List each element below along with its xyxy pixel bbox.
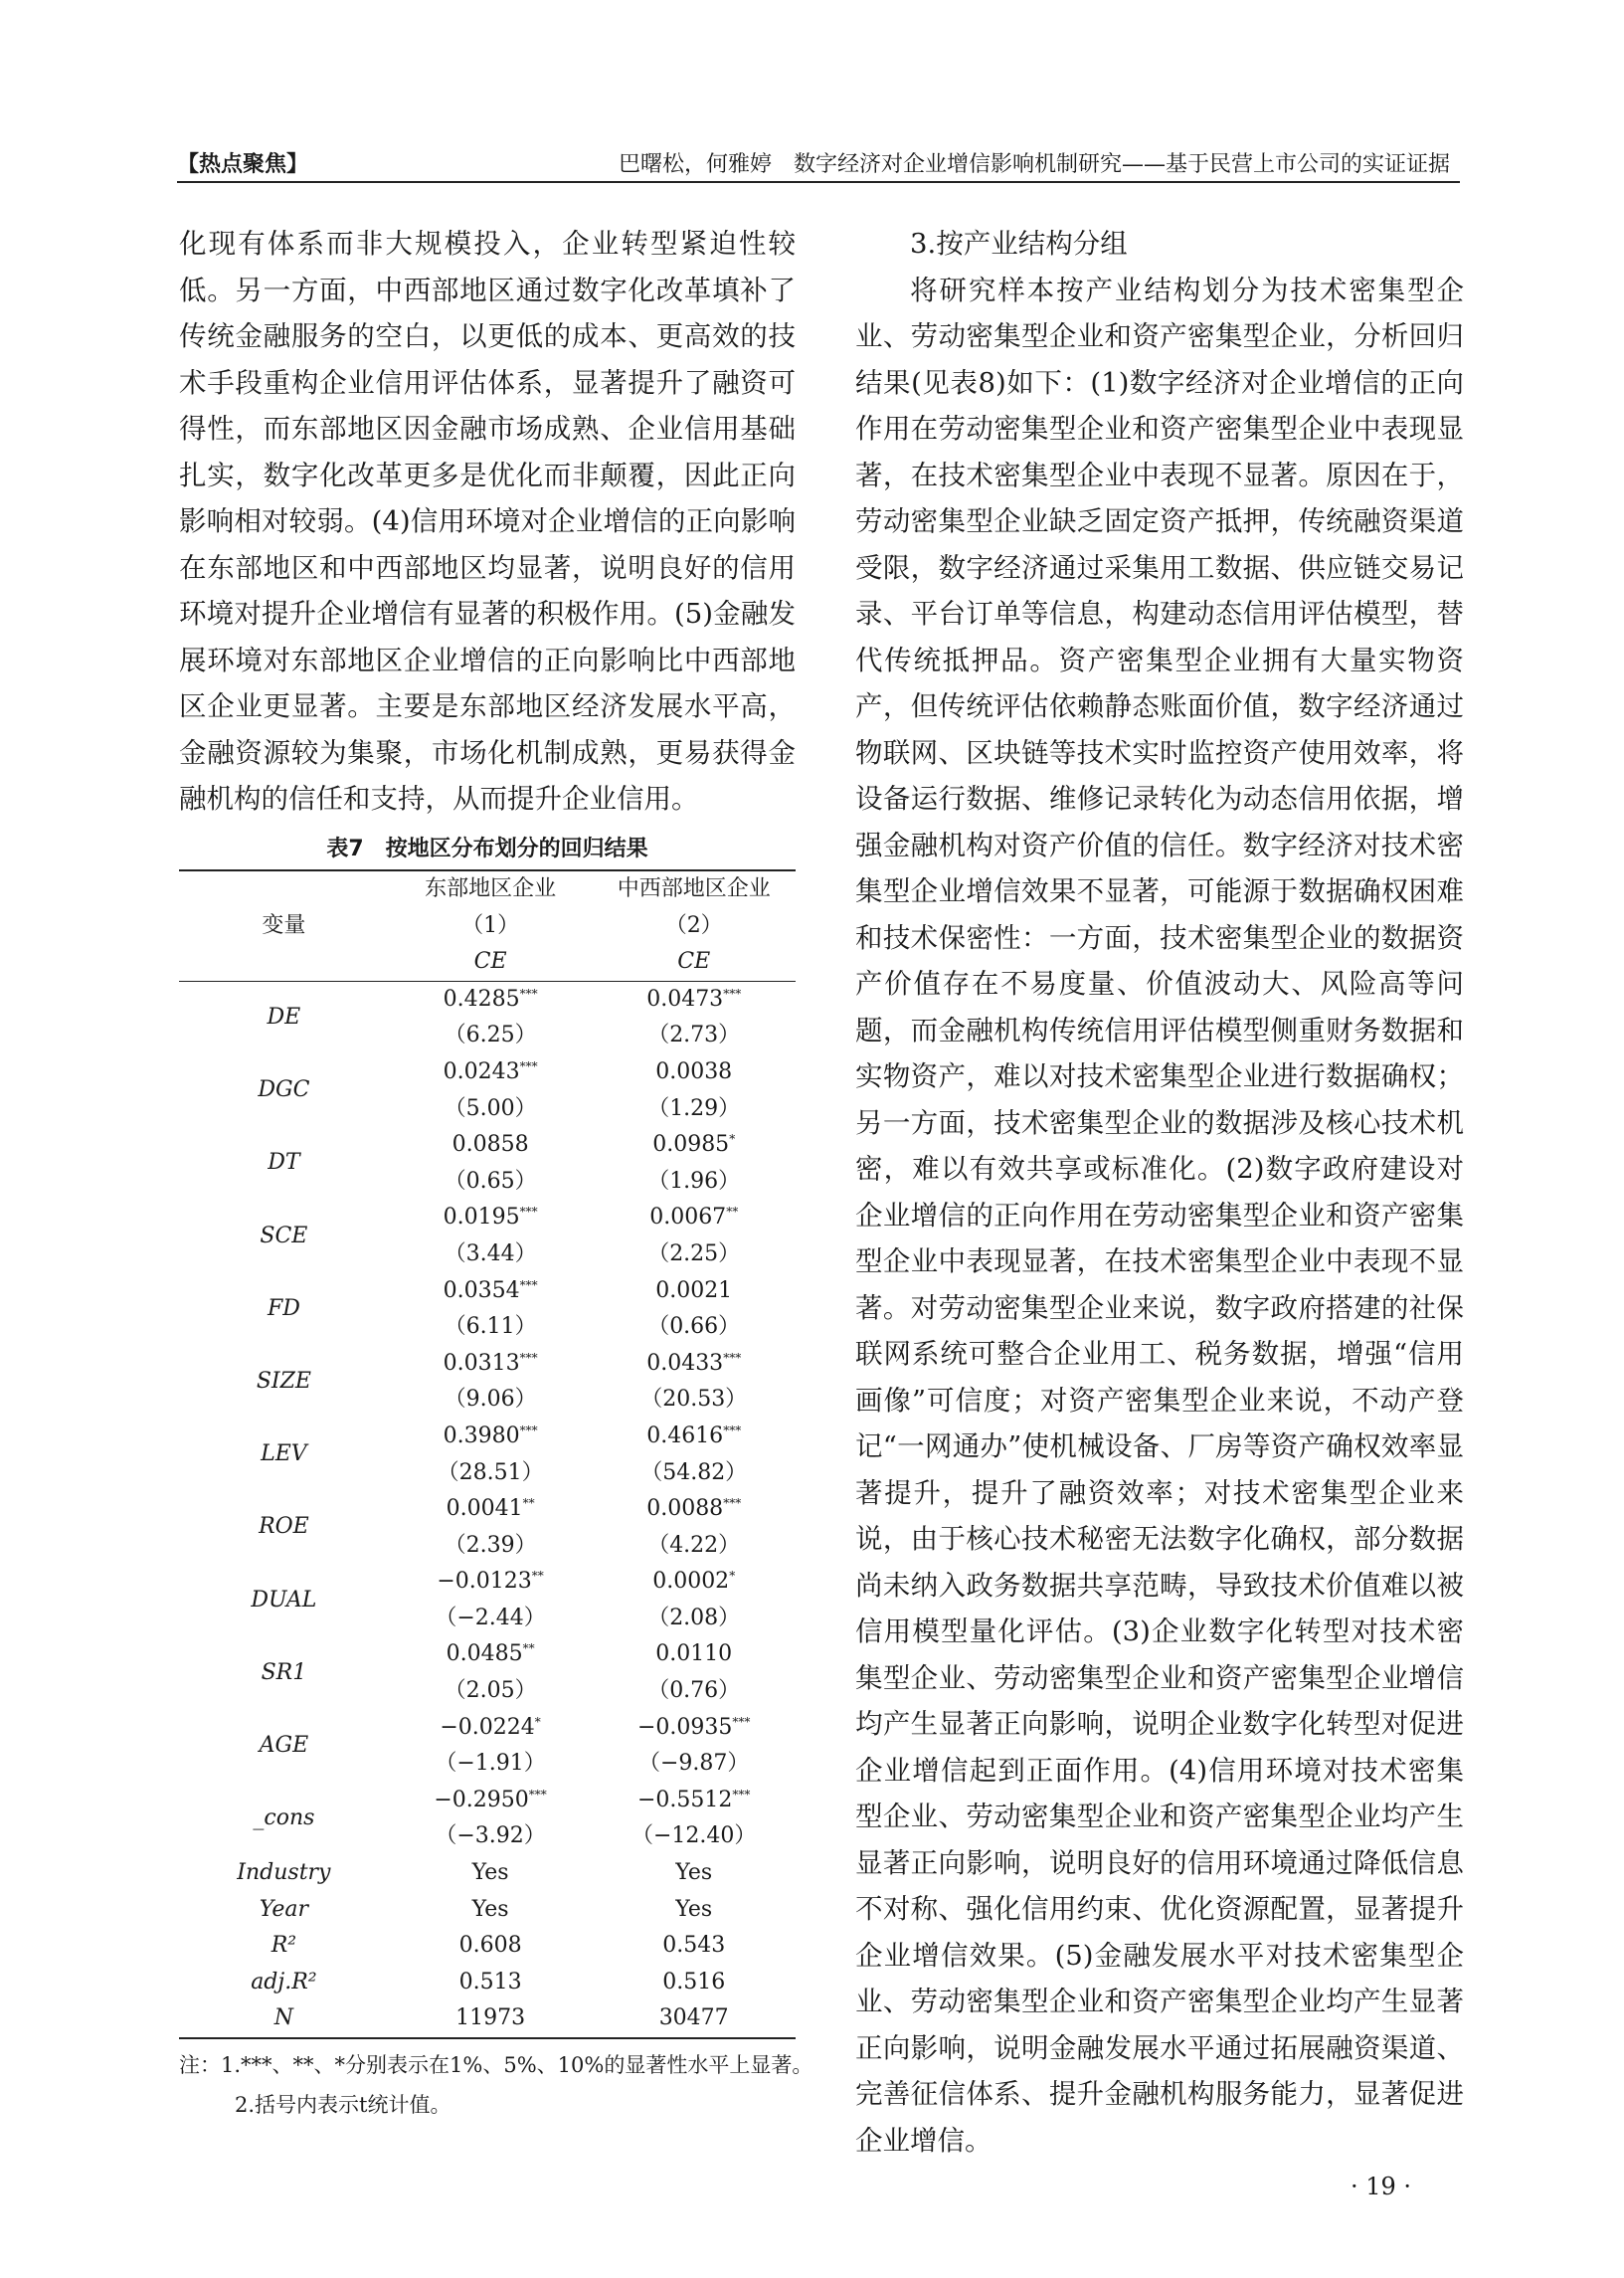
table-cell: 0.513 — [458, 1969, 522, 1994]
significance-stars: *** — [519, 986, 538, 1001]
coefficient-value: −0.0123 — [437, 1569, 532, 1595]
variable-name: FD — [267, 1295, 300, 1321]
coefficient-value: 0.0354 — [443, 1277, 520, 1303]
t-statistic: （9.06） — [444, 1387, 537, 1413]
significance-stars: *** — [732, 1714, 751, 1729]
t-statistic: （−1.91） — [435, 1751, 546, 1777]
variable-name: _cons — [253, 1805, 315, 1831]
col1-num: （1） — [461, 912, 520, 938]
col2-group: 中西部地区企业 — [592, 870, 796, 908]
significance-stars: *** — [723, 1496, 742, 1511]
table-row — [179, 1200, 796, 1236]
t-statistic: （1.29） — [647, 1095, 741, 1121]
coefficient-value: 0.0067 — [649, 1205, 727, 1231]
table-row — [179, 1892, 796, 1929]
coefficient-value: 0.0473 — [646, 986, 724, 1012]
coefficient-cell — [592, 1419, 796, 1455]
variable-name: DUAL — [251, 1587, 317, 1613]
coefficient-value: −0.5512 — [636, 1787, 733, 1812]
table-header-row — [179, 870, 796, 908]
t-statistic: （2.08） — [647, 1605, 741, 1630]
variable-name: SCE — [260, 1223, 308, 1248]
t-statistic: （6.25） — [444, 1023, 537, 1048]
table-notes — [179, 2045, 815, 2125]
t-statistic: （2.05） — [444, 1678, 537, 1704]
significance-stars: * — [729, 1132, 736, 1147]
table-cell: 11973 — [389, 2000, 593, 2038]
variable-name: N — [179, 2000, 389, 2038]
section-label: 【热点聚焦】 — [177, 152, 309, 177]
table-row — [179, 1636, 796, 1673]
significance-stars: *** — [723, 1423, 742, 1437]
significance-stars: * — [534, 1714, 541, 1729]
coefficient-cell — [389, 1127, 593, 1164]
table-title: 表7 按地区分布划分的回归结果 — [326, 837, 648, 861]
table-row — [179, 1855, 796, 1892]
variable-name: Industry — [237, 1860, 331, 1886]
significance-stars: *** — [519, 1205, 538, 1220]
table-row — [179, 1491, 796, 1528]
coefficient-cell — [389, 1273, 593, 1310]
t-statistic: （0.76） — [647, 1678, 741, 1704]
coefficient-cell — [592, 1491, 796, 1528]
right-column — [855, 221, 1464, 2164]
coefficient-cell — [389, 1710, 593, 1747]
t-statistic: （28.51） — [437, 1459, 544, 1485]
t-statistic: （4.22） — [647, 1532, 741, 1558]
t-statistic: （3.44） — [444, 1240, 537, 1266]
variable-name: AGE — [259, 1732, 309, 1758]
significance-stars: *** — [732, 1787, 751, 1802]
coefficient-cell — [389, 1636, 593, 1673]
table-row — [179, 1710, 796, 1747]
coefficient-value: 0.0088 — [646, 1496, 724, 1522]
variable-name: R² — [271, 1933, 297, 1959]
significance-stars: *** — [528, 1787, 547, 1802]
significance-stars: ** — [531, 1569, 544, 1584]
t-statistic: （20.53） — [640, 1387, 748, 1413]
coefficient-value: 0.4616 — [646, 1423, 724, 1448]
right-paragraph: 将研究样本按产业结构划分为技术密集型企业、劳动密集型企业和资产密集型企业，分析回归结果(见表8)如下：(1)数字经济对企业增信的正向作用在劳动密集型企业和资产密集型企业中表现显著，在技术密集型企业中表现不显著。原因在于，劳动密集型企业缺乏固定资产抵押，传统融资渠道受限，数字经济通过采集用工数据、供应链交易记录、平台订单等信息，构建动态信用评估模型，替代传统抵押品。资产密集型企业拥有大量实物资产，但传统评估依赖静态账面价值，数字经济通过物联网、区块链等技术实时监控资产使用效率，将设备运行数据、维修记录转化为动态信用依据，增强金融机构对资产价值的信任。数字经济对技术密集型企业增信效果不显著，可能源于数据确权困难和技术保密性：一方面，技术密集型企业的数据资产价值存在不易度量、价值波动大、风险高等问题，而金融机构传统信用评估模型侧重财务数据和实物资产，难以对技术密集型企业进行数据确权；另一方面，技术密集型企业的数据涉及核心技术机密，难以有效共享或标准化。(2)数字政府建设对企业增信的正向作用在劳动密集型企业和资产密集型企业中表现显著，在技术密集型企业中表现不显著。对劳动密集型企业来说，数字政府搭建的社保联网系统可整合企业用工、税务数据，增强“信用画像”可信度；对资产密集型企业来说，不动产登记“一网通办”使机械设备、厂房等资产确权效率显著提升，提升了融资效率；对技术密集型企业来说，由于核心技术秘密无法数字化确权，部分数据尚未纳入政务数据共享范畴，导致技术价值难以被信用模型量化评估。(3)企业数字化转型对技术密集型企业、劳动密集型企业和资产密集型企业增信均产生显著正向影响，说明企业数字化转型对促进企业增信起到正面作用。(4)信用环境对技术密集型企业、劳动密集型企业和资产密集型企业均产生显著正向影响，说明良好的信用环境通过降低信息不对称、强化信用约束、优化资源配置，显著提升企业增信效果。(5)金融发展水平对技术密集型企业、劳动密集型企业和资产密集型企业均产生显著正向影响，说明金融发展水平通过拓展融资渠道、完善征信体系、提升金融机构服务能力，显著促进企业增信。 — [855, 274, 1464, 2157]
t-statistic: （0.65） — [444, 1168, 537, 1194]
coefficient-cell — [389, 1346, 593, 1383]
coefficient-cell — [389, 1564, 593, 1601]
coefficient-cell — [389, 981, 593, 1018]
table-cell: 0.543 — [662, 1933, 726, 1959]
coefficient-cell — [389, 1054, 593, 1091]
coefficient-value: −0.0935 — [636, 1714, 733, 1740]
table-row — [179, 1054, 796, 1091]
table-row — [179, 1273, 796, 1310]
coefficient-value: −0.0224 — [440, 1714, 535, 1740]
col2-dep: CE — [677, 949, 711, 975]
variable-name: Year — [259, 1896, 309, 1922]
significance-stars: *** — [519, 1350, 538, 1365]
table-cell: Yes — [471, 1896, 509, 1922]
significance-stars: *** — [723, 986, 742, 1001]
variable-name: DGC — [258, 1077, 310, 1103]
table-cell: 0.608 — [458, 1933, 522, 1959]
table-cell: Yes — [675, 1860, 713, 1886]
coefficient-value: 0.4285 — [443, 986, 520, 1012]
significance-stars: *** — [723, 1350, 742, 1365]
variable-name: DT — [268, 1150, 300, 1176]
variable-name: ROE — [259, 1514, 309, 1540]
significance-stars: ** — [522, 1641, 535, 1656]
coefficient-value: 0.0485 — [446, 1641, 523, 1667]
t-statistic: （−3.92） — [435, 1823, 546, 1849]
table-row — [179, 1419, 796, 1455]
coefficient-cell — [389, 1419, 593, 1455]
coefficient-value: 0.0985 — [652, 1132, 730, 1158]
t-statistic: （2.73） — [647, 1023, 741, 1048]
coefficient-value: 0.0858 — [451, 1132, 529, 1158]
significance-stars: *** — [519, 1058, 538, 1073]
section-heading: 3.按产业结构分组 — [910, 228, 1128, 260]
t-statistic: （−2.44） — [435, 1605, 546, 1630]
significance-stars: *** — [519, 1423, 538, 1437]
t-statistic: （2.39） — [444, 1532, 537, 1558]
table-row — [179, 1346, 796, 1383]
var-header: 变量 — [179, 870, 389, 981]
regression-table — [179, 869, 796, 2039]
t-statistic: （−9.87） — [637, 1751, 750, 1777]
coefficient-cell — [592, 981, 796, 1018]
t-statistic: （54.82） — [640, 1459, 748, 1485]
table-row — [179, 1965, 796, 2001]
note-2: 2.括号内表示t统计值。 — [235, 2093, 451, 2117]
coefficient-value: 0.0313 — [443, 1350, 520, 1376]
significance-stars: ** — [522, 1496, 535, 1511]
variable-name: adj.R² — [251, 1969, 317, 1994]
note-1: 注：1.***、**、*分别表示在1%、5%、10%的显著性水平上显著。 — [179, 2053, 813, 2077]
running-title: 巴曙松，何雅婷 数字经济对企业增信影响机制研究——基于民营上市公司的实证证据 — [618, 152, 1450, 177]
coefficient-value: −0.2950 — [434, 1787, 529, 1812]
t-statistic: （−12.40） — [631, 1823, 757, 1849]
coefficient-cell — [592, 1783, 796, 1819]
table-row — [179, 1928, 796, 1965]
coefficient-value: 0.0002 — [652, 1569, 730, 1595]
coefficient-cell — [592, 1346, 796, 1383]
table-cell: 0.516 — [662, 1969, 726, 1994]
coefficient-cell — [592, 1710, 796, 1747]
t-statistic: （6.11） — [444, 1314, 537, 1340]
coefficient-cell — [592, 1564, 796, 1601]
variable-name: DE — [179, 981, 389, 1054]
significance-stars: * — [729, 1569, 736, 1584]
left-paragraph: 化现有体系而非大规模投入，企业转型紧迫性较低。另一方面，中西部地区通过数字化改革填补了传统金融服务的空白，以更低的成本、更高效的技术手段重构企业信用评估体系，显著提升了融资可得性，而东部地区因金融市场成熟、企业信用基础扎实，数字化改革更多是优化而非颠覆，因此正向影响相对较弱。(4)信用环境对企业增信的正向影响在东部地区和中西部地区均显著，说明良好的信用环境对提升企业增信有显著的积极作用。(5)金融发展环境对东部地区企业增信的正向影响比中西部地区企业更显著。主要是东部地区经济发展水平高，金融资源较为集聚，市场化机制成熟，更易获得金融机构的信任和支持，从而提升企业信用。 — [179, 228, 796, 815]
page-number: · 19 · — [1351, 2173, 1412, 2200]
coefficient-value: 0.0021 — [655, 1277, 733, 1303]
table-row — [179, 2000, 796, 2038]
table-row — [179, 1783, 796, 1819]
table-row — [179, 1564, 796, 1601]
col1-group: 东部地区企业 — [389, 870, 593, 908]
header-rule — [177, 181, 1460, 183]
coefficient-cell — [389, 1200, 593, 1236]
significance-stars: ** — [726, 1205, 739, 1220]
coefficient-cell — [592, 1054, 796, 1091]
coefficient-value: 0.0195 — [443, 1205, 520, 1231]
coefficient-value: 0.0038 — [655, 1058, 733, 1084]
coefficient-cell — [592, 1273, 796, 1310]
coefficient-value: 0.0433 — [646, 1350, 724, 1376]
left-column — [179, 221, 796, 823]
col1-dep: CE — [473, 949, 507, 975]
variable-name: SIZE — [256, 1369, 311, 1395]
table-cell: 30477 — [592, 2000, 796, 2038]
variable-name: SR1 — [261, 1659, 307, 1685]
t-statistic: （5.00） — [444, 1095, 537, 1121]
t-statistic: （2.25） — [647, 1240, 741, 1266]
variable-name: LEV — [261, 1441, 307, 1467]
coefficient-cell — [389, 1491, 593, 1528]
t-statistic: （1.96） — [647, 1168, 741, 1194]
coefficient-cell — [592, 1127, 796, 1164]
table-row — [179, 981, 796, 1018]
coefficient-cell — [592, 1636, 796, 1673]
table-cell: Yes — [675, 1896, 713, 1922]
table-row — [179, 1127, 796, 1164]
coefficient-cell — [389, 1783, 593, 1819]
t-statistic: （0.66） — [647, 1314, 741, 1340]
running-header — [177, 139, 1450, 179]
table-cell: Yes — [471, 1860, 509, 1886]
coefficient-cell — [592, 1200, 796, 1236]
coefficient-value: 0.0243 — [443, 1058, 520, 1084]
significance-stars: *** — [519, 1277, 538, 1292]
coefficient-value: 0.0041 — [446, 1496, 523, 1522]
coefficient-value: 0.0110 — [655, 1641, 733, 1667]
coefficient-value: 0.3980 — [443, 1423, 520, 1448]
col2-num: （2） — [664, 912, 723, 938]
